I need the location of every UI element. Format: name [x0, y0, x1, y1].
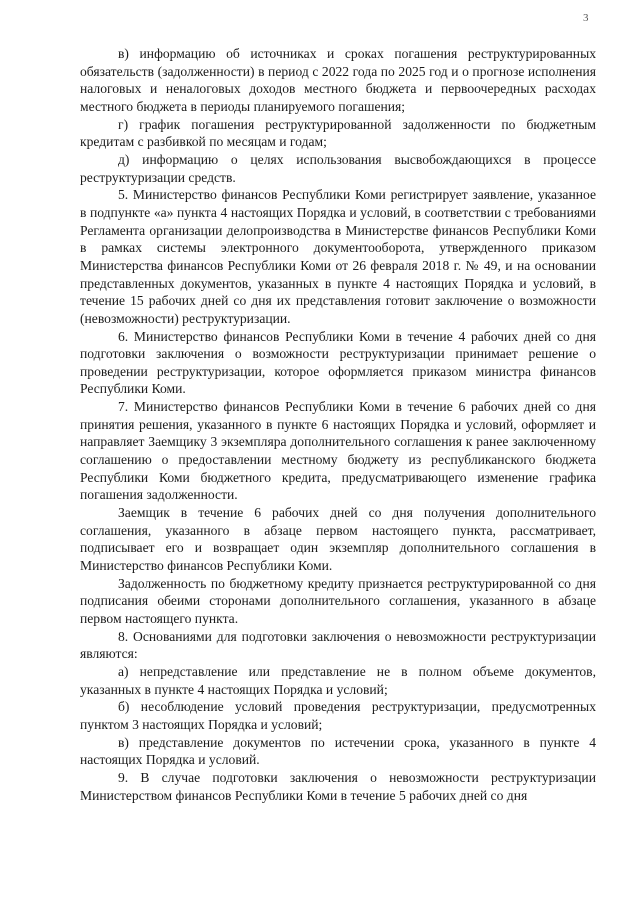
paragraph-7: 7. Министерство финансов Республики Коми в течение 6 рабочих дней со дня принятия решения, указанного в пункте 6 настоящих Порядка и условий, оформляет и направляет Заемщику 3 экземпляра дополнительного соглашения к ранее заключенному соглашению о предоставлении местному бюджету из республиканского бюджета Республики Коми бюджетного кредита, предусматривающего изменение графика погашения задолженности. — [80, 399, 596, 503]
paragraph-3d: д) информацию о целях использования высвобождающихся в процессе реструктуризации средств. — [80, 151, 596, 185]
page-number: 3 — [583, 12, 589, 24]
paragraph-6: 6. Министерство финансов Республики Коми в течение 4 рабочих дней со дня подготовки заключения о возможности реструктуризации принимает решение о проведении реструктуризации, которое оформляется приказом министра финансов Республики Коми. — [80, 328, 596, 397]
paragraph-8v: в) представление документов по истечении срока, указанного в пункте 4 настоящих Порядка и условий. — [80, 734, 596, 768]
paragraph-8: 8. Основаниями для подготовки заключения о невозможности реструктуризации являются: — [80, 628, 596, 662]
paragraph-8a: а) непредставление или представление не в полном объеме документов, указанных в пункте 4 настоящих Порядка и условий; — [80, 663, 596, 697]
document-body — [80, 45, 596, 804]
paragraph-5: 5. Министерство финансов Республики Коми регистрирует заявление, указанное в подпункте «а» пункта 4 настоящих Порядка и условий, в соответствии с требованиями Регламента организации делопроизводства в Министерстве финансов Республики Коми в рамках системы электронного документооборота, утвержденного приказом Министерства финансов Республики Коми от 26 февраля 2018 г. № 49, и на основании представленных документов, указанных в пункте 4 настоящих Порядка и условий, в течение 15 рабочих дней со дня их представления готовит заключение о возможности (невозможности) реструктуризации. — [80, 187, 596, 326]
paragraph-3g: г) график погашения реструктурированной задолженности по бюджетным кредитам с разбивкой по месяцам и годам; — [80, 116, 596, 150]
paragraph-3v: в) информацию об источниках и сроках погашения реструктурированных обязательств (задолженности) в период с 2022 года по 2025 год и о прогнозе исполнения налоговых и неналоговых доходов местного бюджета и первоочередных расходах местного бюджета в периоды планируемого погашения; — [80, 46, 596, 114]
paragraph-9: 9. В случае подготовки заключения о невозможности реструктуризации Министерством финансов Республики Коми в течение 5 рабочих дней со дня — [80, 769, 596, 803]
paragraph-7-3: Задолженность по бюджетному кредиту признается реструктурированной со дня подписания обеими сторонами дополнительного соглашения, указанного в абзаце первом настоящего пункта. — [80, 575, 596, 626]
paragraph-8b: б) несоблюдение условий проведения реструктуризации, предусмотренных пунктом 3 настоящих Порядка и условий; — [80, 699, 596, 732]
paragraph-7-2: Заемщик в течение 6 рабочих дней со дня получения дополнительного соглашения, указанного в абзаце первом настоящего пункта, рассматривает, подписывает его и возвращает один экземпляр дополнительного соглашения в Министерство финансов Республики Коми. — [80, 505, 596, 574]
